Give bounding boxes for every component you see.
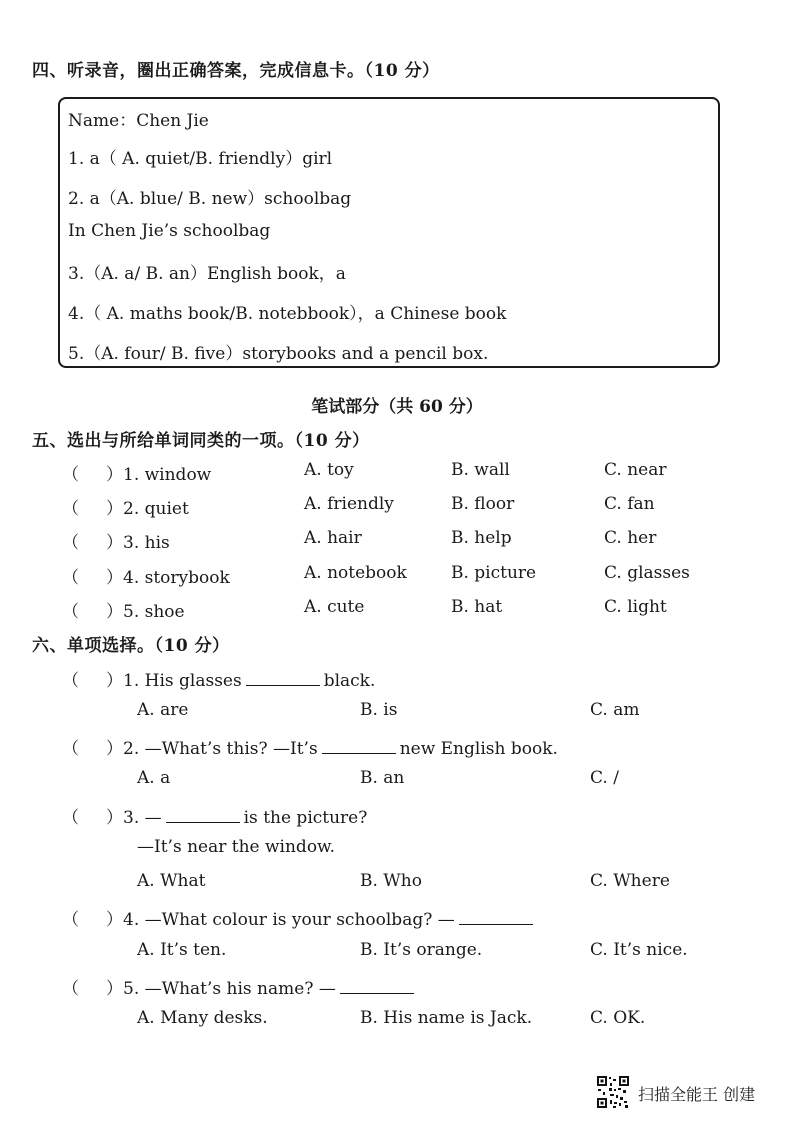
answer-paren[interactable]: （	[62, 739, 79, 759]
option-c: C. /	[590, 768, 619, 788]
answer-blank[interactable]	[166, 806, 240, 823]
option-c: C. It’s nice.	[590, 940, 688, 960]
s5-question-5	[0, 597, 794, 625]
option-c: C. fan	[604, 494, 655, 514]
s6-question-4	[0, 905, 794, 933]
answer-paren[interactable]: （	[62, 808, 79, 828]
card-line-5: 5.（A. four/ B. five）storybooks and a pencil box.	[68, 344, 489, 364]
option-a: A. Many desks.	[137, 1008, 268, 1028]
qr-code-icon	[596, 1075, 630, 1109]
option-a: A. friendly	[304, 494, 394, 514]
card-line-name: Name：Chen Jie	[68, 111, 209, 131]
option-b: B. floor	[451, 494, 515, 514]
option-b: B. hat	[451, 597, 503, 617]
question-text: ）1. His glasses	[106, 671, 242, 691]
answer-paren[interactable]: （	[62, 533, 79, 553]
question-text: ）5. shoe	[106, 602, 185, 622]
info-card	[58, 97, 720, 368]
s6-options-3	[0, 871, 794, 899]
option-b: B. is	[360, 700, 398, 720]
answer-blank[interactable]	[246, 669, 320, 686]
s6-question-5	[0, 974, 794, 1002]
s6-question-2	[0, 734, 794, 762]
option-a: A. toy	[304, 460, 354, 480]
answer-paren[interactable]: （	[62, 499, 79, 519]
option-c: C. OK.	[590, 1008, 646, 1028]
question-text: ）2. quiet	[106, 499, 189, 519]
option-c: C. am	[590, 700, 640, 720]
option-c: C. light	[604, 597, 667, 617]
option-a: A. are	[137, 700, 189, 720]
answer-paren[interactable]: （	[62, 910, 79, 930]
question-text-after: is the picture?	[243, 808, 368, 828]
card-line-1: 1. a（ A. quiet/B. friendly）girl	[68, 149, 333, 169]
section4-title: 四、听录音，圈出正确答案，完成信息卡。（10 分）	[32, 61, 440, 81]
answer-paren[interactable]: （	[62, 671, 79, 691]
s5-question-1	[0, 460, 794, 488]
question-text: ）3. his	[106, 533, 170, 553]
question-text-after: new English book.	[399, 739, 558, 759]
option-a: A. notebook	[304, 563, 407, 583]
question-text: ）3. —	[106, 808, 162, 828]
answer-blank[interactable]	[340, 977, 414, 994]
scanner-watermark-text: 扫描全能王 创建	[638, 1085, 756, 1104]
question-text: ）1. window	[106, 465, 212, 485]
option-b: B. wall	[451, 460, 510, 480]
answer-paren[interactable]: （	[62, 465, 79, 485]
card-line-3: 3.（A. a/ B. an）English book，a	[68, 264, 346, 284]
answer-paren[interactable]: （	[62, 602, 79, 622]
option-c: C. near	[604, 460, 667, 480]
s6-question-3-reply	[0, 837, 794, 865]
option-c: C. her	[604, 528, 657, 548]
s5-question-2	[0, 494, 794, 522]
answer-paren[interactable]: （	[62, 568, 79, 588]
s6-options-4	[0, 940, 794, 968]
section5-title: 五、选出与所给单词同类的一项。（10 分）	[32, 431, 370, 451]
option-c: C. Where	[590, 871, 670, 891]
answer-blank[interactable]	[459, 908, 533, 925]
option-b: B. help	[451, 528, 512, 548]
question-text: ）4. —What colour is your schoolbag? —	[106, 910, 455, 930]
written-part-title: 笔试部分（共 60 分）	[311, 397, 483, 417]
card-line-2: 2. a（A. blue/ B. new）schoolbag	[68, 189, 352, 209]
question-text: ）5. —What’s his name? —	[106, 979, 336, 999]
question-text: ）4. storybook	[106, 568, 230, 588]
card-line-4: 4.（ A. maths book/B. notebbook），a Chinese book	[68, 304, 507, 324]
section6-title: 六、单项选择。（10 分）	[32, 636, 230, 656]
s5-question-3	[0, 528, 794, 556]
option-a: A. hair	[304, 528, 362, 548]
option-a: A. What	[137, 871, 206, 891]
question-text-after: black.	[323, 671, 376, 691]
question-text: ）2. —What’s this? —It’s	[106, 739, 318, 759]
option-c: C. glasses	[604, 563, 690, 583]
option-a: A. a	[137, 768, 171, 788]
s6-question-3	[0, 803, 794, 831]
card-line-schoolbag: In Chen Jie’s schoolbag	[68, 221, 271, 241]
s5-question-4	[0, 563, 794, 591]
option-a: A. cute	[304, 597, 365, 617]
option-a: A. It’s ten.	[137, 940, 227, 960]
s6-options-2	[0, 768, 794, 796]
reply-text: —It’s near the window.	[137, 837, 335, 857]
option-b: B. Who	[360, 871, 422, 891]
option-b: B. picture	[451, 563, 537, 583]
s6-options-1	[0, 700, 794, 728]
answer-paren[interactable]: （	[62, 979, 79, 999]
option-b: B. It’s orange.	[360, 940, 483, 960]
option-b: B. His name is Jack.	[360, 1008, 533, 1028]
s6-options-5	[0, 1008, 794, 1036]
s6-question-1	[0, 666, 794, 694]
option-b: B. an	[360, 768, 405, 788]
answer-blank[interactable]	[322, 737, 396, 754]
